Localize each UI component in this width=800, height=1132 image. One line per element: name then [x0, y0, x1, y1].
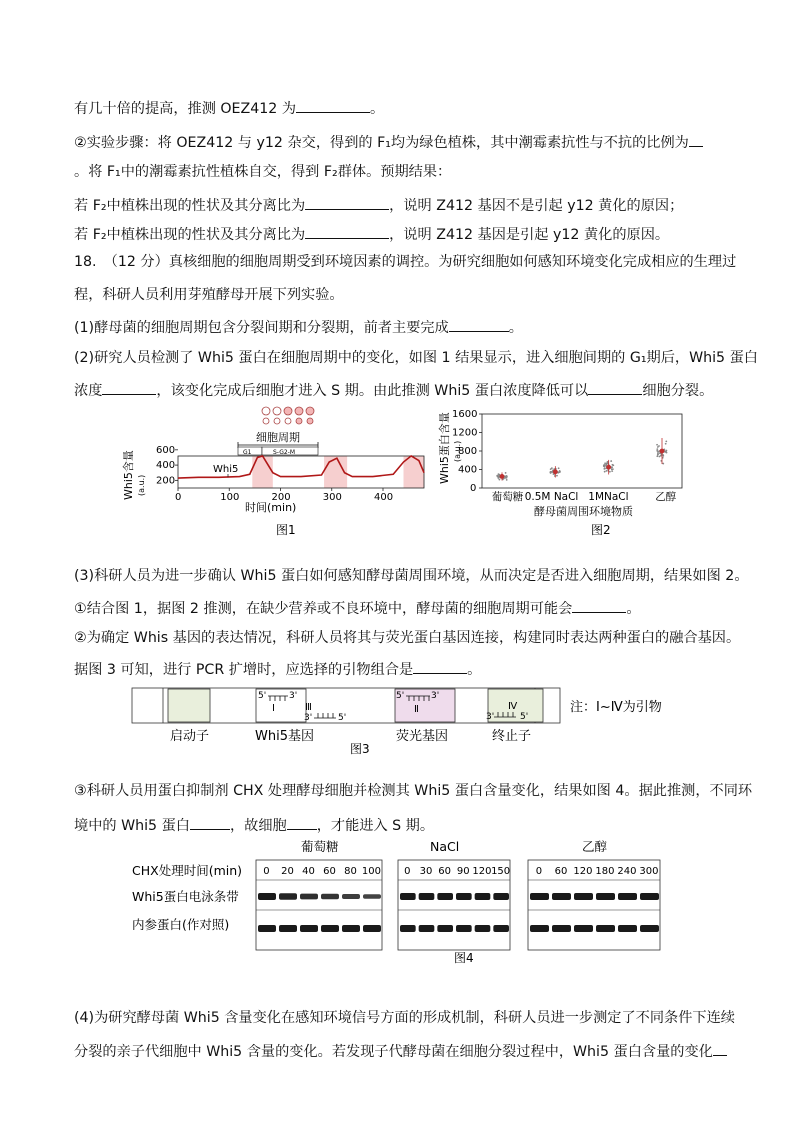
fig4-time-label: 60 — [323, 866, 336, 877]
fig2-point — [611, 470, 613, 472]
fig2-point — [665, 440, 667, 442]
fig2-xlabel: 酵母菌周围环境物质 — [534, 505, 633, 518]
fig1-caption: 图1 — [276, 523, 296, 537]
control-band — [279, 925, 297, 932]
whi5-band — [596, 893, 615, 900]
fig1-ylabel: Whi5含量 — [122, 450, 135, 500]
answer-blank[interactable] — [413, 659, 467, 674]
answer-blank[interactable] — [102, 380, 156, 395]
answer-blank[interactable] — [305, 195, 389, 210]
fig4-time-label: 40 — [302, 866, 315, 877]
shaded-region-2 — [404, 456, 425, 488]
whi5-band — [618, 893, 637, 900]
fig2-mean-point — [553, 469, 558, 474]
fig2-point — [612, 464, 614, 466]
fig4-time-label: 240 — [617, 866, 637, 877]
g1-label: G1 — [243, 449, 252, 456]
fig2-point — [658, 456, 660, 458]
svg-text:5': 5' — [338, 713, 347, 723]
text-line-10: 浓度 ，该变化完成后细胞才进入 S 期。由此推测 Whi5 蛋白浓度降低可以 细胞分裂。 — [74, 380, 713, 400]
fig2-category-label: 乙醇 — [655, 491, 677, 503]
fig1-xtick: 300 — [322, 492, 342, 503]
text-line-12: ①结合图 1，据图 2 推测，在缺少营养或不良环境中，酵母菌的细胞周期可能会 。 — [74, 598, 641, 618]
line-1-text: 有几十倍的提高，推测 OEZ412 为 — [74, 101, 297, 117]
fig2-point — [610, 460, 612, 462]
fig2-category-label: 1MNaCl — [588, 491, 629, 503]
whi5-band — [363, 894, 381, 899]
fig2-mean-point — [660, 449, 665, 454]
fig2-point — [656, 444, 658, 446]
text-line-8: (1)酵母菌的细胞周期包含分裂间期和分裂期，前者主要完成 。 — [74, 317, 523, 337]
fig2-point — [611, 466, 613, 468]
fig4-time-label: 150 — [491, 866, 511, 877]
question-18-heading: 18. （12 分）真核细胞的细胞周期受到环境因素的调控。为研究细胞如何感知环境变化完成相应的生理过 — [74, 254, 737, 270]
figure-4-western-blot — [128, 838, 698, 968]
fig2-ytick: 800 — [458, 446, 478, 457]
text-line-11: (3)科研人员为进一步确认 Whi5 蛋白如何感知酵母菌周围环境，从而决定是否进入细胞周期，结果如图 2。 — [74, 568, 749, 584]
control-band — [530, 925, 549, 932]
whi5-band — [552, 893, 571, 900]
whi5-band — [640, 893, 659, 900]
fig2-point — [604, 471, 606, 473]
fig2-ytick: 1600 — [452, 409, 478, 420]
figure-2 — [436, 408, 696, 540]
whi5-band — [456, 893, 472, 900]
fig2-mean-point — [500, 474, 505, 479]
whi5-band — [300, 894, 318, 900]
fig2-point — [656, 448, 658, 450]
answer-blank[interactable] — [713, 1041, 727, 1056]
control-band — [456, 925, 472, 932]
fig4-time-label: 100 — [361, 866, 381, 877]
fig4-row-whi5: Whi5蛋白电泳条带 — [132, 889, 239, 904]
fig2-point — [665, 443, 667, 445]
control-band — [437, 925, 453, 932]
fig2-point — [603, 468, 605, 470]
fig2-ylabel: Whi5蛋白含量 — [438, 412, 451, 484]
fig2-point — [496, 475, 498, 477]
text-line-13: ②为确定 Whis 基因的表达情况，科研人员将其与荧光蛋白基因连接，构建同时表达两种蛋白的融合基因。 — [74, 630, 741, 646]
fig2-ytick: 1200 — [452, 427, 478, 439]
fig2-ytick: 400 — [458, 464, 478, 476]
whi5-band — [437, 893, 453, 900]
control-band — [400, 925, 416, 932]
figure-3 — [130, 686, 690, 762]
fig2-point — [662, 454, 664, 456]
text-line-16: 境中的 Whi5 蛋白 ，故细胞 ，才能进入 S 期。 — [74, 815, 434, 835]
fig2-point — [604, 462, 606, 464]
fig4-group-title: NaCl — [430, 839, 460, 854]
fig1-xtick: 200 — [271, 492, 291, 503]
fig2-yunit: (a.u.) — [453, 440, 462, 462]
figure-2-chart — [436, 408, 696, 540]
answer-blank[interactable] — [588, 380, 642, 395]
control-band — [300, 925, 318, 932]
fig2-point — [497, 477, 499, 479]
fig2-point — [657, 452, 659, 454]
figure-4 — [128, 838, 698, 968]
answer-blank[interactable] — [689, 132, 703, 147]
text-line-1: 有几十倍的提高，推测 OEZ412 为 。 — [74, 98, 384, 118]
svg-text:Ⅳ: Ⅳ — [508, 701, 518, 712]
svg-text:3': 3' — [486, 712, 495, 722]
text-line-14: 据图 3 可知，进行 PCR 扩增时，应选择的引物组合是 。 — [74, 659, 481, 679]
fig2-point — [657, 446, 659, 448]
fig4-time-label: 0 — [404, 866, 411, 877]
fig1-yunit: (a.u.) — [137, 474, 146, 496]
fig2-point — [498, 473, 500, 475]
svg-text:Ⅱ: Ⅱ — [414, 704, 419, 715]
control-band — [552, 925, 571, 932]
control-band — [419, 925, 435, 932]
fig2-frame — [482, 414, 682, 488]
fig2-point — [550, 472, 552, 474]
fig1-xtick: 400 — [374, 492, 394, 503]
fig1-xtick: 0 — [175, 492, 182, 503]
text-line-7: 程，科研人员利用芽殖酵母开展下列实验。 — [74, 287, 344, 303]
fig2-category-label: 0.5M NaCl — [524, 491, 579, 503]
fig1-ytick: 600 — [156, 444, 176, 456]
whi5-band — [279, 893, 297, 899]
whi5-band — [475, 893, 491, 900]
sg2m-label: S-G2-M — [273, 449, 296, 456]
fig2-point — [506, 479, 508, 481]
fig4-time-label: 30 — [419, 866, 433, 877]
fig2-point — [656, 455, 658, 457]
fig1-ytick: 400 — [156, 460, 176, 472]
fig2-point — [603, 464, 605, 466]
text-line-5: 若 F₂中植株出现的性状及其分离比为 ，说明 Z412 基因是引起 y12 黄化的原因。 — [74, 224, 669, 244]
control-band — [493, 925, 509, 932]
fig1-xlabel: 时间(min) — [245, 501, 297, 514]
fig2-category-label: 葡萄糖 — [491, 491, 524, 503]
whi5-band — [258, 893, 276, 900]
answer-blank[interactable] — [305, 224, 389, 239]
fig1-ytick: 200 — [156, 475, 176, 487]
whi5-gene-label: Whi5基因 — [255, 729, 314, 744]
terminator-label: 终止子 — [492, 729, 532, 744]
fig4-time-label: 90 — [456, 866, 470, 877]
fig2-point — [609, 471, 611, 473]
text-line-18: 分裂的亲子代细胞中 Whi5 含量的变化。若发现子代酵母菌在细胞分裂过程中，Whi5 蛋白含量的变化 — [74, 1041, 727, 1061]
fig4-time-label: 0 — [263, 866, 270, 877]
cell-cycle-icons — [262, 407, 314, 424]
text-line-4: 若 F₂中植株出现的性状及其分离比为 ，说明 Z412 基因不是引起 y12 黄化的原因； — [74, 195, 683, 215]
fig4-time-label: 0 — [535, 866, 543, 877]
control-band — [342, 925, 360, 932]
svg-text:5': 5' — [520, 712, 529, 722]
fig4-time-label: 120 — [472, 866, 492, 877]
cell-cycle-label: 细胞周期 — [256, 431, 300, 444]
promoter-box — [168, 689, 210, 722]
fig4-time-label: 20 — [281, 866, 294, 877]
svg-text:5': 5' — [258, 691, 267, 701]
svg-text:Ⅰ: Ⅰ — [272, 703, 275, 714]
fig2-point — [506, 476, 508, 478]
text-line-3: 。将 F₁中的潮霉素抗性植株自交，得到 F₂群体。预期结果： — [74, 164, 452, 180]
fig4-row-control: 内参蛋白(作对照) — [132, 917, 230, 932]
svg-text:3': 3' — [289, 691, 298, 701]
fig2-point — [558, 467, 560, 469]
fig2-point — [559, 471, 561, 473]
answer-blank[interactable] — [449, 317, 509, 332]
fig2-point — [550, 468, 552, 470]
whi5-band — [530, 893, 549, 900]
answer-blank[interactable] — [572, 598, 626, 613]
answer-blank[interactable] — [190, 815, 230, 830]
fig2-point — [498, 479, 500, 481]
answer-blank[interactable] — [287, 815, 317, 830]
control-band — [640, 925, 659, 932]
fig4-caption: 图4 — [454, 951, 474, 965]
text-line-15: ③科研人员用蛋白抑制剂 CHX 处理酵母细胞并检测其 Whi5 蛋白含量变化，结果如图 4。据此推测，不同环 — [74, 783, 753, 799]
control-band — [618, 925, 637, 932]
control-band — [596, 925, 615, 932]
fig2-point — [611, 468, 613, 470]
fig4-time-label: 60 — [438, 866, 452, 877]
fig2-mean-point — [606, 465, 611, 470]
fig4-time-label: 300 — [639, 866, 659, 877]
fluorescent-gene-label: 荧光基因 — [396, 729, 449, 744]
fig2-point — [656, 450, 658, 452]
whi5-curve-label: Whi5 — [213, 464, 239, 475]
control-band — [475, 925, 491, 932]
whi5-band — [342, 894, 360, 899]
fig4-blot-groups — [256, 839, 660, 950]
promoter-label: 启动子 — [170, 729, 210, 744]
fig2-ytick: 0 — [470, 483, 477, 494]
fig2-point — [606, 470, 608, 472]
fig1-xtick: 100 — [220, 492, 240, 503]
whi5-band — [321, 894, 339, 900]
figure-2-plot-area — [452, 409, 682, 503]
control-band — [258, 925, 276, 932]
whi5-band — [400, 893, 416, 900]
figure-1 — [118, 400, 430, 540]
whi5-band — [574, 893, 593, 900]
fig3-caption: 图3 — [350, 742, 370, 756]
svg-text:3': 3' — [304, 713, 313, 723]
whi5-band — [493, 893, 509, 900]
svg-text:Ⅲ: Ⅲ — [305, 702, 312, 713]
fig2-point — [556, 475, 558, 477]
fig2-point — [505, 472, 507, 474]
fig4-row-time: CHX处理时间(min) — [132, 863, 243, 878]
fig2-point — [662, 463, 664, 465]
text-line-9: (2)研究人员检测了 Whi5 蛋白在细胞周期中的变化，如图 1 结果显示，进入细胞间期的 G₁期后，Whi5 蛋白 — [74, 350, 758, 366]
fig4-time-label: 60 — [554, 866, 568, 877]
text-line-2: ②实验步骤：将 OEZ412 与 y12 杂交，得到的 F₁均为绿色植株，其中潮霉素抗性与不抗的比例为 — [74, 132, 703, 152]
whi5-band — [419, 893, 435, 900]
svg-text:5': 5' — [396, 691, 405, 701]
fig4-time-label: 80 — [344, 866, 357, 877]
fig3-note: 注：Ⅰ~Ⅳ为引物 — [570, 700, 662, 715]
figure-3-diagram — [130, 686, 690, 762]
fig4-group-title: 乙醇 — [582, 839, 608, 854]
fig4-group-title: 葡萄糖 — [301, 839, 339, 854]
fig4-time-label: 120 — [573, 866, 593, 877]
control-band — [574, 925, 593, 932]
answer-blank[interactable] — [296, 98, 370, 113]
fig2-point — [666, 452, 668, 454]
svg-text:3': 3' — [431, 691, 440, 701]
control-band — [363, 925, 381, 932]
fig4-time-label: 180 — [595, 866, 615, 877]
figure-1-chart — [118, 400, 430, 540]
text-line-17: (4)为研究酵母菌 Whi5 含量变化在感知环境信号方面的形成机制，科研人员进一步测定了不同条件下连续 — [74, 1010, 735, 1026]
fig2-caption: 图2 — [591, 523, 611, 537]
control-band — [321, 925, 339, 932]
